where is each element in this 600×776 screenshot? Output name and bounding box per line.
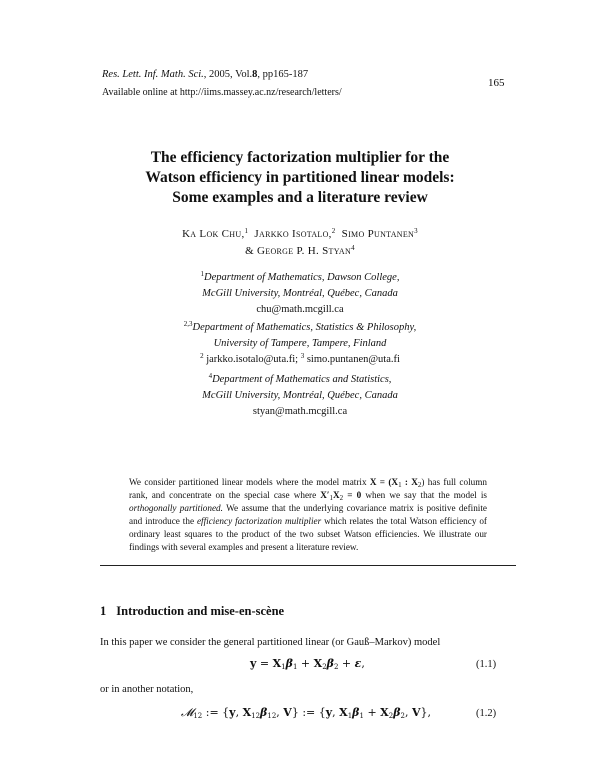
abstract-math-2-sub: 1 (329, 494, 334, 502)
abstract-text-1: We consider partitioned linear models where the model matrix (129, 477, 370, 487)
availability-line: Available online at http://iims.massey.ac.nz/research/letters/ (102, 87, 342, 98)
aff1-line2: McGill University, Montréal, Québec, Canada (202, 288, 398, 299)
eq1-beta2-sub: 2 (333, 663, 339, 671)
abstract-italic-2: efficiency factorization multiplier (196, 516, 322, 526)
body-paragraph-1: In this paper we consider the general partitioned linear (or Gauß–Markov) model (100, 637, 441, 648)
abstract-math-2-sub2: 2 (339, 494, 344, 502)
abstract-text-3: when we say that the model is (361, 490, 487, 500)
eq1-beta1-sub: 1 (292, 663, 298, 671)
paper-title (90, 148, 510, 208)
author-4: George P. H. Styan (257, 245, 352, 257)
abstract (129, 476, 487, 554)
eq2-X: X (242, 706, 252, 719)
eq2-M: 𝓜 (181, 706, 194, 719)
title-line-2: Watson efficiency in partitioned linear models: (145, 169, 455, 186)
eq1-plus: + (297, 657, 314, 670)
eq2-X2-sub: 2 (388, 712, 394, 720)
eq2-X-sub: 12 (251, 712, 261, 720)
eq2-beta1-sub: 1 (359, 712, 364, 720)
eq2-mid: } := { (291, 706, 326, 719)
abstract-math-1-sub1: 1 (398, 481, 402, 489)
eq1-X1: X (272, 657, 282, 670)
affiliation-4 (100, 372, 500, 420)
abstract-text-5: which relates the total Watson efficiency of ordinary least squares to the product of the two subset Watson efficiencies. We illustrate our findings with several examples and present a literature review. (129, 516, 487, 552)
eq2-plus: + (363, 706, 381, 719)
eq2-comma4: , (404, 706, 412, 719)
eq1-X2: X (313, 657, 323, 670)
section-number: 1 (100, 604, 107, 618)
eq2-end: }, (420, 706, 432, 719)
eq2-def: := { (202, 706, 230, 719)
abstract-math-2c: = 0 (343, 490, 362, 500)
eq2-beta2-sub: 2 (400, 712, 405, 720)
author-4-sup: 4 (351, 244, 355, 252)
aff23-email-a: jarkko.isotalo@uta.fi; (203, 354, 301, 365)
journal-volume: 8 (252, 69, 258, 80)
eq2-V2: V (411, 706, 421, 719)
author-1: Ka Lok Chu, (182, 228, 245, 240)
abstract-math-1-sub2: 2 (417, 481, 422, 489)
title-line-1: The efficiency factorization multiplier for the (150, 149, 450, 166)
eq1-X2-sub: 2 (322, 663, 327, 671)
title-line-3: Some examples and a literature review (172, 189, 428, 206)
eq2-beta-sub: 12 (267, 712, 277, 720)
aff4-email: styan@math.mcgill.ca (252, 406, 348, 417)
aff23-email-b: simo.puntanen@uta.fi (304, 354, 400, 365)
author-1-sup: 1 (244, 227, 249, 235)
equation-label-1-1: (1.1) (476, 659, 497, 670)
horizontal-rule (100, 565, 516, 566)
aff4-line2: McGill University, Montréal, Québec, Canada (202, 390, 398, 401)
eq1-epsilon: ε (354, 657, 362, 670)
author-3-sup: 3 (414, 227, 418, 235)
eq2-X2: X (380, 706, 389, 719)
aff4-line1: Department of Mathematics and Statistics, (212, 374, 392, 385)
abstract-math-2: X′ (320, 490, 330, 500)
abstract-math-1b: : X (401, 477, 418, 487)
eq1-beta1: β (285, 657, 293, 670)
equation-1-2 (181, 706, 431, 720)
eq1-X1-sub: 1 (281, 663, 286, 671)
aff23-sup: 2,3 (183, 320, 193, 328)
abstract-math-1c: ) (421, 477, 425, 487)
section-heading (100, 604, 284, 619)
eq2-X1-sub: 1 (347, 712, 353, 720)
eq2-beta2: β (393, 706, 401, 719)
journal-year: , 2005, Vol. (203, 69, 253, 80)
body-paragraph-2: or in another notation, (100, 684, 194, 695)
abstract-text-4: We assume that the underlying covariance matrix is positive definite and introduce the (129, 503, 487, 526)
eq1-end: , (361, 657, 365, 670)
eq2-comma2: , (276, 706, 284, 719)
aff23-sup-a: 2 (200, 352, 204, 360)
eq1-equals: = (256, 657, 273, 670)
author-3: Simo Puntanen (341, 228, 415, 240)
eq2-comma1: , (235, 706, 243, 719)
eq2-y: y (229, 706, 236, 719)
equation-label-1-2: (1.2) (476, 708, 497, 719)
aff1-sup: 1 (200, 270, 205, 278)
eq2-X1: X (339, 706, 348, 719)
eq2-V: V (283, 706, 292, 719)
journal-abbrev: Res. Lett. Inf. Math. Sci. (102, 69, 204, 80)
abstract-italic-1: orthogonally partitioned. (129, 503, 223, 513)
aff23-sup-b: 3 (300, 352, 305, 360)
aff23-line2: University of Tampere, Tampere, Finland (213, 338, 387, 349)
author-list (90, 226, 510, 260)
affiliation-2-3 (100, 320, 500, 368)
journal-pages: , pp165-187 (257, 69, 309, 80)
journal-citation (102, 68, 308, 82)
equation-1-1 (250, 657, 365, 670)
aff4-sup: 4 (208, 372, 213, 380)
abstract-math-2b: X (333, 490, 340, 500)
section-title: Introduction and mise-en-scène (116, 604, 285, 618)
eq2-beta1: β (352, 706, 360, 719)
page-number: 165 (488, 77, 505, 89)
abstract-text-2: has full column rank, and concentrate on the special case where (129, 477, 487, 500)
abstract-math-1: X = (X (369, 477, 399, 487)
eq1-beta2: β (326, 657, 334, 670)
eq2-M-sub: 12 (193, 712, 203, 720)
eq2-beta: β (260, 706, 268, 719)
author-2: Jarkko Isotalo, (254, 228, 332, 240)
eq2-comma3: , (332, 706, 340, 719)
eq1-y: y (250, 657, 257, 670)
eq1-plus2: + (338, 657, 355, 670)
aff1-email: chu@math.mcgill.ca (256, 304, 344, 315)
aff23-line1: Department of Mathematics, Statistics & Philosophy, (192, 322, 417, 333)
affiliation-1 (100, 270, 500, 318)
author-2-sup: 2 (331, 227, 336, 235)
author-4-prefix: & (245, 245, 258, 257)
eq2-y2: y (325, 706, 333, 719)
aff1-line1: Department of Mathematics, Dawson College, (204, 272, 400, 283)
